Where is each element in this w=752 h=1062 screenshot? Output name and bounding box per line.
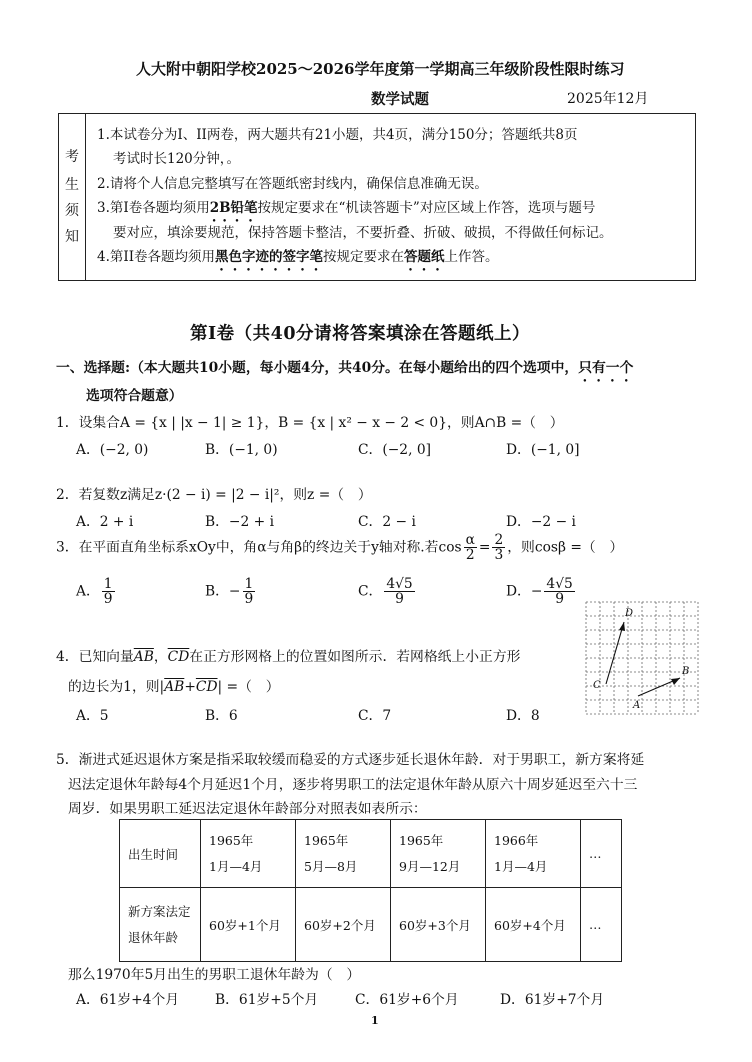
q4-vector-grid-figure [584, 600, 700, 716]
note-1-line2: 考试时长120分钟，。 [113, 151, 241, 167]
table-cell: 60岁+1个月 [201, 888, 296, 962]
note-4-emphasis-pen: 黑色字迹的签字笔 [215, 249, 324, 265]
note-3-line2: 要对应，填涂要规范，保持答题卡整洁，不要折叠、折破、破损，不得做任何标记。 [113, 225, 613, 241]
q2-option-d: D．−2 − i [506, 514, 576, 530]
q4-option-a: A．5 [76, 708, 109, 724]
table-cell: 1965年 9月—12月 [391, 820, 486, 888]
exam-date: 2025年12月 [567, 91, 649, 107]
notes-label-char: 考 [65, 149, 79, 165]
page-number: 1 [371, 1014, 379, 1027]
vector-cd-line [606, 622, 624, 684]
part-1-instructions: 一、选择题:（本大题共10小题，每小题4分，共40分。在每小题给出的四个选项中，只有一个 [56, 360, 634, 376]
q1-option-a: A．(−2, 0) [76, 442, 149, 458]
q5-option-c: C．61岁+6个月 [355, 992, 459, 1008]
q5-stem-line1: 5．渐进式延迟退休方案是指采取较缓而稳妥的方式逐步延长退休年龄．对于男职工，新方案将延 [56, 752, 645, 768]
notes-label-char: 知 [65, 229, 79, 245]
part-1-instructions-line2: 选项符合题意） [86, 388, 183, 404]
table-cell: 1965年 5月—8月 [296, 820, 391, 888]
notes-label-char: 生 [65, 177, 79, 193]
table-row-birth [120, 820, 622, 888]
q3-stem: 3．在平面直角坐标系xOy中，角α与角β的终边关于y轴对称.若cos $\frac{\alpha}{2}$ = $\frac{2}{3}$ ，则cosβ =（ ） [56, 532, 624, 564]
part-1-emphasis: 只有一个 [578, 360, 634, 376]
point-b-label: B [682, 666, 690, 677]
q5-stem-line3: 周岁．如果男职工延迟法定退休年龄部分对照表如表所示： [68, 801, 427, 817]
q4-option-c: C．7 [358, 708, 392, 724]
q2-option-c: C．2 − i [358, 514, 416, 530]
q5-option-b: B．61岁+5个月 [215, 992, 319, 1008]
note-3-line1: 3.第I卷各题均须用2B铅笔按规定要求在“机读答题卡”对应区域上作答，选项与题号 [97, 200, 596, 216]
note-1-line1: 1.本试卷分为I、II两卷，两大题共有21小题，共4页，满分150分；答题纸共8页 [97, 127, 578, 143]
q4-option-b: B．6 [205, 708, 238, 724]
q4-stem-line1: 4．已知向量$\overline{AB}$，$\overline{CD}$在正方形网格上的位置如图所示．若网格纸上小正方形 [56, 649, 521, 665]
note-4-emphasis-sheet: 答题纸 [404, 249, 445, 265]
vector-cd-arrowhead [619, 622, 625, 631]
retirement-age-table [119, 819, 622, 962]
q4-stem-line2: 的边长为1，则$|\overline{AB}+\overline{CD}|$ =（ ） [68, 679, 280, 695]
table-cell-ellipsis: … [581, 820, 622, 888]
vector-ab-arrowhead [671, 678, 680, 685]
table-cell: 1965年 1月—4月 [201, 820, 296, 888]
q2-stem: 2．若复数z满足z·(2 − i) = |2 − i|²，则z =（ ） [56, 487, 372, 503]
q3-cos-argument: $\frac{\alpha}{2}$ [465, 532, 475, 564]
note-4: 4.第II卷各题均须用黑色字迹的签字笔按规定要求在答题纸上作答。 [97, 249, 499, 265]
table-cell: 60岁+3个月 [391, 888, 486, 962]
notes-box [58, 113, 696, 281]
q2-option-b: B．−2 + i [205, 514, 275, 530]
q3-cos-value: $\frac{2}{3}$ [494, 532, 504, 564]
point-c-label: C [593, 680, 601, 691]
q5-option-d: D．61岁+7个月 [500, 992, 605, 1008]
exam-title: 人大附中朝阳学校2025～2026学年度第一学期高三年级阶段性限时练习 [136, 60, 625, 78]
q4-option-d: D．8 [506, 708, 540, 724]
q3-option-b: B．− $\frac{1}{9}$ [205, 576, 254, 608]
table-cell: 60岁+2个月 [296, 888, 391, 962]
note-3-emphasis: 2B铅笔 [209, 200, 258, 216]
q3-option-c: C． $\frac{4√5}{9}$ [358, 576, 413, 608]
table-cell: 1966年 1月—4月 [486, 820, 581, 888]
table-cell: 60岁+4个月 [486, 888, 581, 962]
table-header-birth: 出生时间 [120, 820, 201, 888]
notes-label-column [59, 114, 86, 280]
point-a-label: A [633, 700, 641, 711]
q3-option-a: A． $\frac{1}{9}$ [76, 576, 113, 608]
q1-option-b: B．(−1, 0) [205, 442, 278, 458]
q5-question: 那么1970年5月出生的男职工退休年龄为（ ） [68, 967, 361, 983]
q2-option-a: A．2 + i [76, 514, 134, 530]
table-cell-ellipsis: … [581, 888, 622, 962]
section-1-title: 第I卷（共40分请将答案填涂在答题纸上） [190, 324, 531, 344]
q1-stem: 1．设集合A = {x | |x − 1| ≥ 1}，B = {x | x² − x − 2 < 0}，则A∩B =（ ） [56, 415, 564, 431]
note-2: 2.请将个人信息完整填写在答题纸密封线内，确保信息准确无误。 [97, 176, 488, 192]
table-header-retirement: 新方案法定 退休年龄 [120, 888, 201, 962]
point-d-label: D [625, 608, 634, 619]
q1-option-c: C．(−2, 0] [358, 442, 432, 458]
q5-option-a: A．61岁+4个月 [76, 992, 180, 1008]
q1-option-d: D．(−1, 0] [506, 442, 580, 458]
table-row-retirement [120, 888, 622, 962]
notes-label-char: 须 [65, 203, 79, 219]
exam-subject: 数学试题 [371, 91, 429, 108]
q3-option-d: D．− $\frac{4√5}{9}$ [506, 576, 573, 608]
q5-stem-line2: 迟法定退休年龄每4个月延迟1个月，逐步将男职工的法定退休年龄从原六十周岁延迟至六十三 [68, 777, 638, 793]
